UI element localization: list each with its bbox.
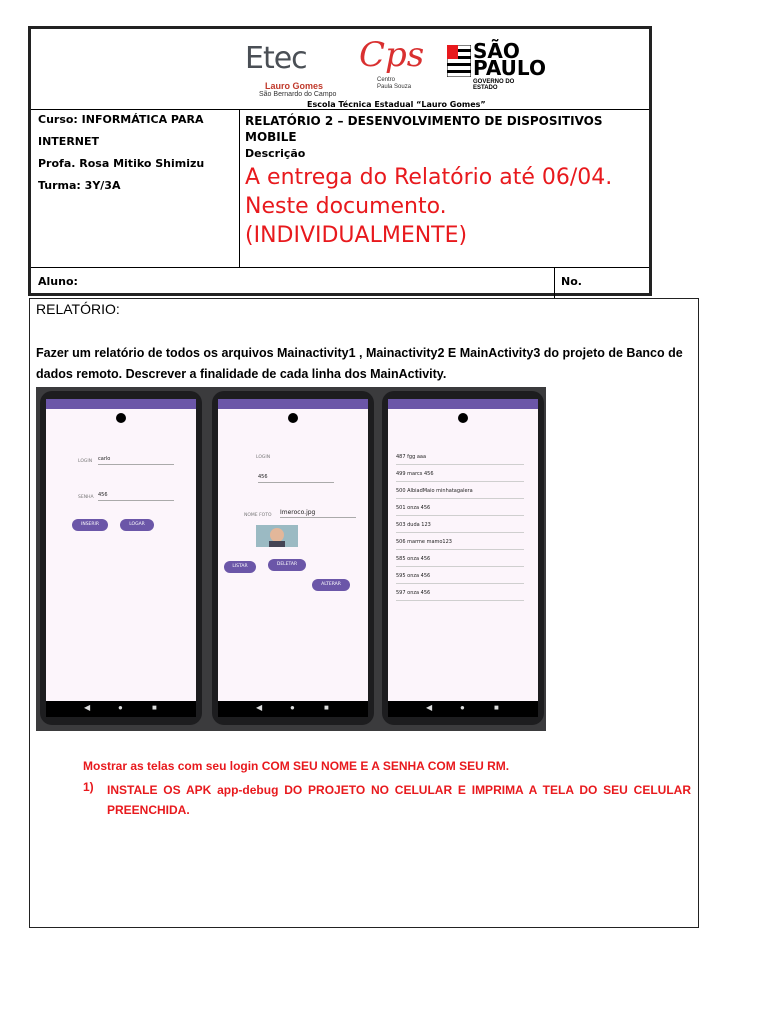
phone-screenshots — [36, 387, 546, 731]
list-item[interactable]: 597 onza 456 — [396, 590, 431, 596]
foto-label: NOME FOTO — [244, 513, 272, 518]
curso-text: Curso: INFORMÁTICA PARA — [38, 113, 204, 126]
login-label: LOGIN — [256, 455, 271, 460]
etec-logo: Etec Lauro Gomes São Bernardo do Campo — [245, 41, 337, 98]
list-item[interactable]: 500 AlbiadMaio minhatagalera — [396, 488, 473, 494]
back-icon[interactable]: ◀ — [84, 703, 91, 712]
back-icon[interactable]: ◀ — [256, 703, 263, 712]
foto-input[interactable]: Imeroco.jpg — [280, 509, 316, 516]
photo-thumbnail — [256, 525, 298, 547]
camera-icon — [458, 413, 468, 423]
camera-icon — [116, 413, 126, 423]
back-icon[interactable]: ◀ — [426, 703, 433, 712]
curso-text-2: INTERNET — [38, 135, 100, 148]
step-number: 1) — [83, 780, 94, 794]
camera-icon — [288, 413, 298, 423]
list-item[interactable]: 487 fgg aaa — [396, 454, 427, 460]
listar-button[interactable]: LISTAR — [224, 561, 256, 573]
phone-foto — [212, 391, 374, 725]
logar-button[interactable]: LOGAR — [120, 519, 154, 531]
instruction-text: Fazer um relatório de todos os arquivos Mainactivity1 , Mainactivity2 E MainActivity3 do projeto de Banco de dados remoto. Descrever a finalidade de cada linha dos MainActivity. — [36, 346, 683, 381]
login-note: Mostrar as telas com seu login COM SEU NOME E A SENHA COM SEU RM. — [83, 759, 510, 773]
turma-text: Turma: 3Y/3A — [38, 179, 121, 192]
professora-text: Profa. Rosa Mitiko Shimizu — [38, 157, 205, 170]
aluno-label: Aluno: — [38, 275, 78, 288]
senha-label: SENHA — [78, 495, 94, 500]
alterar-button[interactable]: ALTERAR — [312, 579, 350, 591]
sao-paulo-logo: SÃO PAULO GOVERNO DO ESTADO — [447, 41, 527, 91]
list-item[interactable]: 585 onza 456 — [396, 556, 431, 562]
descricao-label: Descrição — [245, 147, 306, 160]
school-name: Escola Técnica Estadual “Lauro Gomes” — [307, 100, 486, 109]
sp-flag-icon — [447, 45, 471, 77]
list-item[interactable]: 501 onza 456 — [396, 505, 431, 511]
report-box — [29, 298, 699, 928]
descricao-text: A entrega do Relatório até 06/04. Neste documento. (INDIVIDUALMENTE) — [245, 165, 613, 248]
cps-logo: Cps Centro Paula Souza — [359, 35, 425, 90]
report-title: RELATÓRIO 2 – DESENVOLVIMENTO DE DISPOSITIVOS MOBILE — [245, 114, 603, 144]
deletar-button[interactable]: DELETAR — [268, 559, 306, 571]
report-label: RELATÓRIO: — [36, 301, 120, 317]
recents-icon[interactable]: ■ — [324, 703, 329, 712]
list-item[interactable]: 503 duda 123 — [396, 522, 431, 528]
step-text: INSTALE OS APK app-debug DO PROJETO NO CELULAR E IMPRIMA A TELA DO SEU CELULAR PREENCHIDA. — [107, 783, 691, 817]
phone-list — [382, 391, 544, 725]
home-icon[interactable]: ● — [290, 703, 295, 712]
numero-label: No. — [561, 275, 582, 288]
list-item[interactable]: 499 marcs 456 — [396, 471, 434, 477]
inserir-button[interactable]: INSERIR — [72, 519, 108, 531]
list-item[interactable]: 506 marme mamo123 — [396, 539, 452, 545]
senha-input[interactable]: 456 — [98, 492, 108, 498]
recents-icon[interactable]: ■ — [494, 703, 499, 712]
phone-login — [40, 391, 202, 725]
home-icon[interactable]: ● — [460, 703, 465, 712]
recents-icon[interactable]: ■ — [152, 703, 157, 712]
login-input[interactable]: carlo — [98, 456, 111, 462]
header-table — [28, 26, 652, 296]
home-icon[interactable]: ● — [118, 703, 123, 712]
login-label: LOGIN — [78, 459, 93, 464]
list-item[interactable]: 595 onza 456 — [396, 573, 431, 579]
senha-input[interactable]: 456 — [258, 474, 268, 480]
